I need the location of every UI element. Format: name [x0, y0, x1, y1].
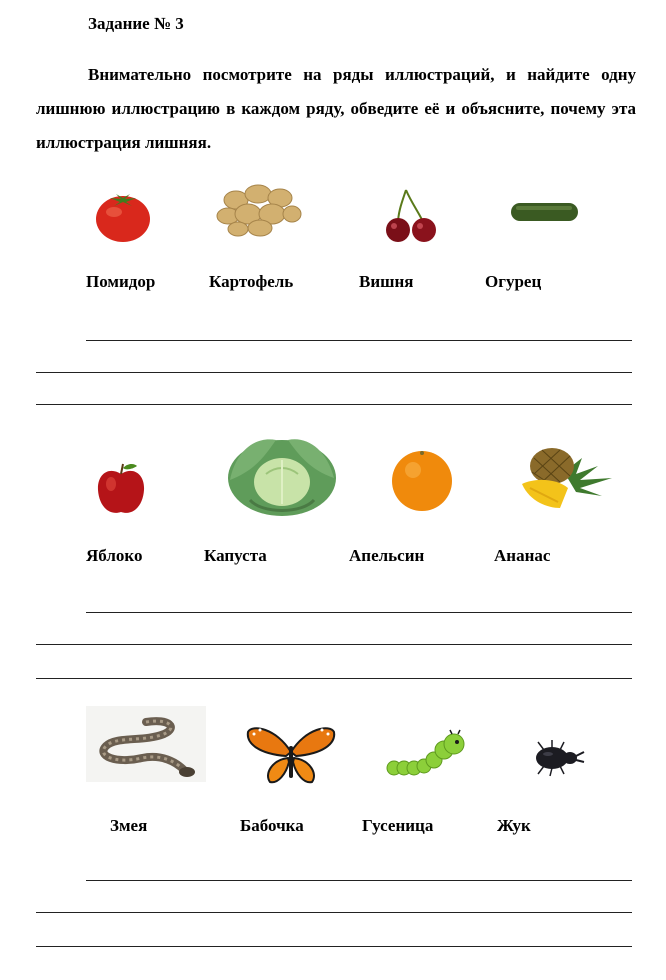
item-label: Вишня: [359, 272, 414, 291]
task-title: Задание № 3: [88, 14, 184, 33]
apple-icon: [95, 460, 147, 518]
potatoes-icon: [216, 182, 302, 238]
item-label: Жук: [497, 816, 531, 835]
cabbage-icon: [226, 430, 338, 520]
answer-line[interactable]: [36, 946, 632, 947]
answer-line[interactable]: [86, 612, 632, 613]
item-label: Гусеница: [362, 816, 434, 835]
item-label: Капуста: [204, 546, 267, 565]
pineapple-icon: [520, 444, 614, 510]
item-label: Бабочка: [240, 816, 304, 835]
orange-icon: [391, 450, 453, 512]
answer-line[interactable]: [36, 372, 632, 373]
answer-line[interactable]: [36, 678, 632, 679]
answer-line[interactable]: [86, 880, 632, 881]
item-label: Картофель: [209, 272, 294, 291]
item-label: Апельсин: [349, 546, 425, 565]
snake-icon: [86, 706, 206, 782]
answer-line[interactable]: [36, 404, 632, 405]
item-label: Огурец: [485, 272, 542, 291]
item-label: Ананас: [494, 546, 551, 565]
beetle-icon: [530, 736, 584, 776]
cucumber-icon: [510, 200, 580, 224]
tomato-icon: [94, 190, 152, 244]
item-label: Помидор: [86, 272, 156, 291]
butterfly-icon: [246, 722, 336, 786]
answer-line[interactable]: [36, 912, 632, 913]
item-label: Яблоко: [86, 546, 143, 565]
answer-line[interactable]: [36, 644, 632, 645]
caterpillar-icon: [386, 730, 468, 778]
item-label: Змея: [110, 816, 148, 835]
answer-line[interactable]: [86, 340, 632, 341]
cherry-icon: [384, 186, 440, 244]
task-instruction: Внимательно посмотрите на ряды иллюстраций, и найдите одну лишнюю иллюстрацию в каждом ряду, обведите её и объясните, почему эта иллюстрация лишняя.: [36, 65, 636, 152]
